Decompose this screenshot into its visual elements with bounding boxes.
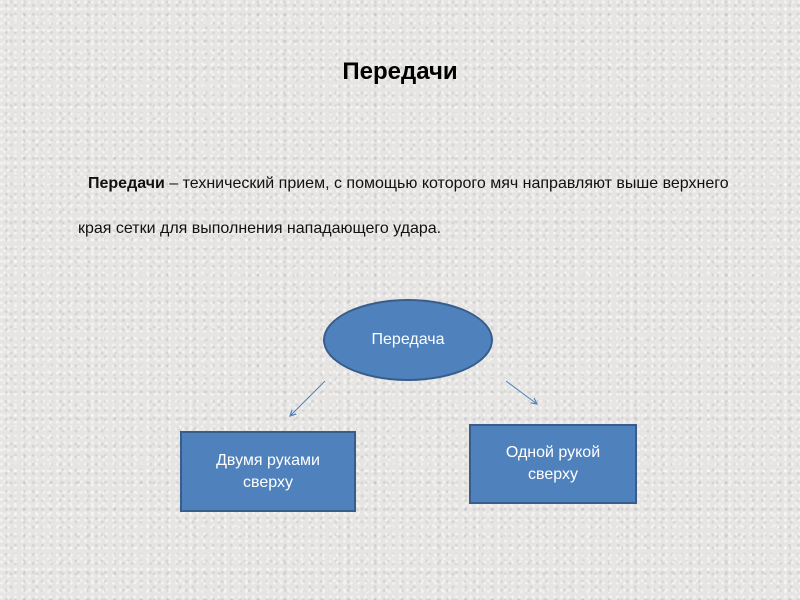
node-one-hand-line1: Одной рукой <box>505 444 601 461</box>
definition-text: – технический прием, с помощью которого мяч направляют выше верхнего края сетки для выполнения нападающего удара. <box>78 175 729 237</box>
definition-term: Передачи <box>88 175 165 192</box>
node-two-hands-line2: сверху <box>243 473 293 491</box>
node-two-hands-line1: Двумя руками <box>216 451 320 469</box>
arrow-left <box>290 381 325 416</box>
node-root-passing <box>323 299 493 381</box>
node-one-hand-overhead <box>469 424 637 504</box>
arrow-right <box>506 381 537 404</box>
node-two-hands-overhead <box>180 431 356 512</box>
node-root-label: Передача <box>371 331 445 348</box>
node-one-hand-line2: сверху <box>528 466 578 483</box>
slide-title: Передачи <box>342 58 458 85</box>
